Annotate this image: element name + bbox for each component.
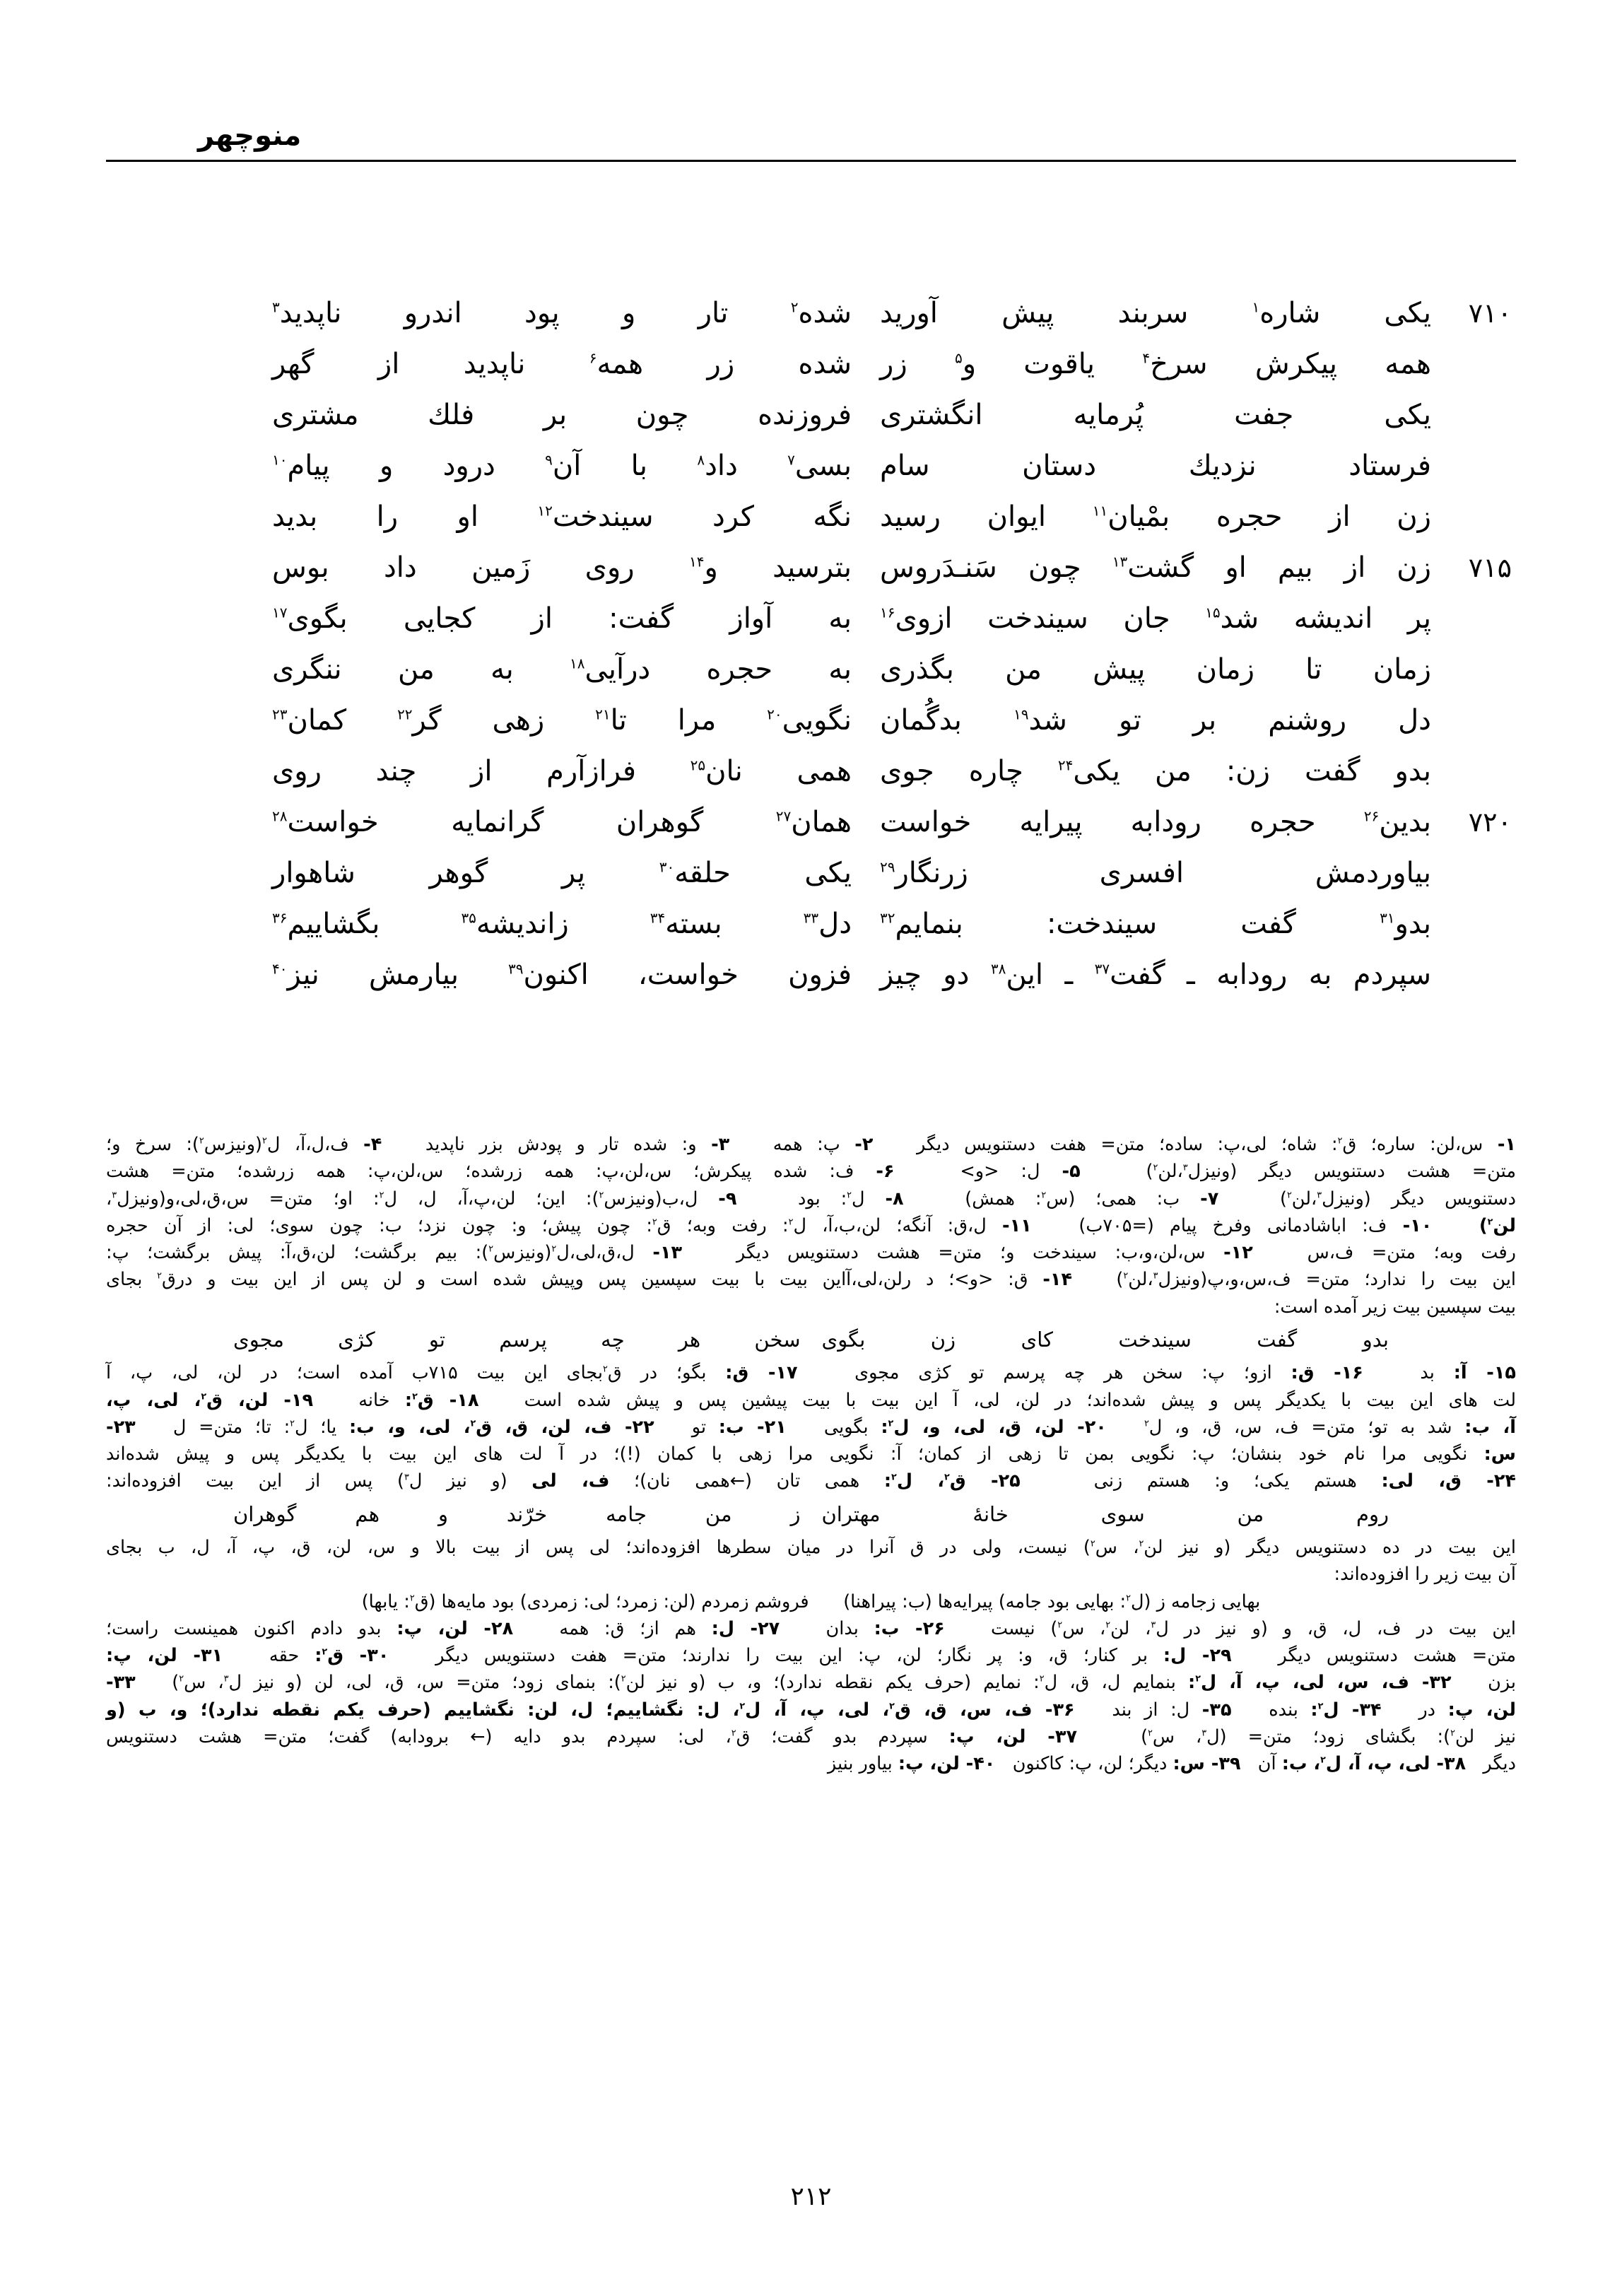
verse-line bbox=[106, 500, 1516, 551]
verse-line bbox=[106, 399, 1516, 450]
hemistich-first: دل روشنم بر تو شد$^{۱۹}$ بدگُمان bbox=[880, 704, 1431, 737]
verse-line bbox=[106, 551, 1516, 602]
inset-hemistich-first: روم من سوی خانهٔ مهتران bbox=[821, 1501, 1389, 1526]
apparatus-line: ۱۵- آ: بد ۱۶- ق: ازو؛ پ: سخن هر چه پرسم تو کژی مجوی ۱۷- ق: بگو؛ در ق$^۲$بجای این بیت ۷۱۵ب آمده است؛ در لن، لی، پ، آ bbox=[106, 1362, 1516, 1384]
hemistich-second: بترسید و$^{۱۴}$ روی زَمین داد بوس bbox=[272, 551, 852, 584]
inset-hemistich-first: بدو گفت سیندخت کای زن بگوی bbox=[821, 1327, 1389, 1352]
running-head-title: منوچهر bbox=[198, 119, 302, 152]
apparatus-line: نیز لن$^۲$): بگشای زود؛ متن= (ل$^۳$، س$^۲$) ۳۷- لن، پ: سپردم بدو گفت؛ ق$^۲$، لی: سپردم بدو دایه (← برودابه) گفت؛ متن= هشت دستنویس bbox=[106, 1726, 1517, 1747]
verse-line bbox=[106, 704, 1516, 755]
hemistich-second: یکی حلقه$^{۳۰}$ پر گوهر شاهوار bbox=[272, 857, 852, 889]
verse-line bbox=[106, 857, 1516, 908]
hemistich-first: بیاوردمش افسری زرنگار$^{۲۹}$ bbox=[880, 857, 1431, 889]
apparatus-line: این بیت در ف، ل، ق، و (و نیز در ل$^۳$، لن$^۲$، س$^۲$) نیست ۲۶- ب: بدان ۲۷- ل: هم از؛ ق: همه ۲۸- لن، پ: بدو دادم اکنون همینست راست؛ bbox=[106, 1617, 1516, 1639]
apparatus-line: متن= هشت دستنویس دیگر ۲۹- ل: بر کنار؛ ق، و: پر نگار؛ لن، پ: این بیت را ندارند؛ متن= هفت دستنویس دیگر ۳۰- ق$^۲$: حقه ۳۱- لن، پ: bbox=[106, 1645, 1517, 1666]
hemistich-second: نگویی$^{۲۰}$ مرا تا$^{۲۱}$ زهی گر$^{۲۲}$ کمان$^{۲۳}$ bbox=[272, 704, 852, 737]
verse-line bbox=[106, 908, 1516, 959]
hemistich-first: بدو گفت زن: من یکی$^{۲۴}$ چاره جوی bbox=[880, 755, 1431, 787]
hemistich-first: بدین$^{۲۶}$ حجره رودابه پیرایه خواست bbox=[880, 806, 1431, 838]
verse-line bbox=[106, 348, 1516, 399]
hemistich-first: یکی شاره$^۱$ سربند پیش آورید bbox=[880, 297, 1431, 329]
hemistich-second: همان$^{۲۷}$ گوهران گرانمایه خواست$^{۲۸}$ bbox=[272, 806, 852, 838]
verse-number: ۷۱۰ bbox=[1468, 298, 1512, 329]
apparatus-line: رفت وبه؛ متن= ف،س ۱۲- س،لن،و،ب: سیندخت و؛ متن= هشت دستنویس دیگر ۱۳- ل،ق،لی،ل$^۲$(ونیزس$^۲$): بیم برگشت؛ لن،ق،آ: پیش برگشت؛ پ: bbox=[106, 1242, 1516, 1263]
verse-line bbox=[106, 297, 1516, 348]
hemistich-second: فزون خواست، اکنون$^{۳۹}$ بیارمش نیز$^{۴۰}$ bbox=[272, 959, 852, 991]
verse-line bbox=[106, 806, 1516, 857]
hemistich-second: به حجره درآیی$^{۱۸}$ به من ننگری bbox=[272, 653, 852, 686]
hemistich-first: زن از حجره بمْیان$^{۱۱}$ ایوان رسید bbox=[880, 500, 1431, 533]
apparatus-line: متن= هشت دستنویس دیگر (ونیزل$^۳$،لن$^۲$) ۵- ل: <و> ۶- ف: شده پیکرش؛ س،لن،پ: همه زرشده؛ س،لن،پ: همه زرشده؛ متن= هشت bbox=[106, 1161, 1517, 1183]
apparatus-line: این بیت در ده دستنویس دیگر (و نیز لن$^۲$، س$^۲$) نیست، ولی در ق آنرا در میان سطرها افزوده‌اند؛ لی پس از بیت بالا و س، لن، ق، پ، آ، ل، ب بجای bbox=[106, 1537, 1516, 1558]
hemistich-first: بدو$^{۳۱}$ گفت سیندخت: بنمایم$^{۳۲}$ bbox=[880, 908, 1431, 940]
apparatus-gloss-line: بهایی زجامه ز (ل$^۲$: بهایی بود جامه) پیرایه‌ها (ب: پیراهنا) فروشم زمردم (لن: زمرد؛ لی: زمردی) بود مایه‌ها (ق$^۲$: یابها) bbox=[361, 1591, 1261, 1612]
apparatus-line: س: نگویی مرا نام خود بنشان؛ پ: نگویی بمن تا زهی از کمان؛ آ: نگویی مرا زهی با کمان (!)؛ در آ لت های این بیت با یکدیگر پس و پیش شده‌اند bbox=[106, 1443, 1516, 1465]
apparatus-line: ۱- س،لن: ساره؛ ق$^۲$: شاه؛ لی،پ: ساده؛ متن= هفت دستنویس دیگر ۲- پ: همه ۳- و: شده تار و پودش بزر ناپدید ۴- ف،ل،آ، ل$^۲$(ونیزس$^۲$): سرخ و؛ bbox=[106, 1134, 1516, 1155]
verse-line bbox=[106, 450, 1516, 500]
apparatus-inset-verse bbox=[106, 1499, 1516, 1530]
verse-number: ۷۱۵ bbox=[1468, 552, 1512, 583]
verse-line bbox=[106, 653, 1516, 704]
hemistich-second: نگه کرد سیندخت$^{۱۲}$ او را بدید bbox=[272, 500, 852, 533]
verse-line bbox=[106, 959, 1516, 1009]
running-head-rule bbox=[106, 160, 1516, 162]
hemistich-second: شده$^۲$ تار و پود اندرو ناپدید$^۳$ bbox=[272, 297, 852, 329]
verse-number: ۷۲۰ bbox=[1468, 807, 1512, 838]
apparatus-line: بزن ۳۲- ف، س، لی، پ، آ، ل$^۲$: بنمایم ل، ق، ل$^۲$: نمایم (حرف یکم نقطه ندارد)؛ و، ب (و نیز لن$^۲$): بنمای زود؛ متن= س، ق، لی، لن (و نیز ل$^۳$، س$^۲$) ۳۳- bbox=[106, 1672, 1516, 1694]
inset-hemistich-second: سخن هر چه پرسم تو کژی مجوی bbox=[233, 1327, 801, 1352]
apparatus-line: دستنویس دیگر (ونیزل$^۳$،لن$^۲$) ۷- ب: همی؛ (س$^۲$: همش) ۸- ل$^۲$: بود ۹- ل،ب(ونیزس$^۲$): این؛ لن،پ،آ، ل، ل$^۲$: او؛ متن= س،ق،لی،و(ونیزل$^۳$، bbox=[106, 1188, 1516, 1210]
hemistich-second: شده زر همه$^۶$ ناپدید از گهر bbox=[272, 348, 852, 380]
apparatus-inset-verse bbox=[106, 1325, 1516, 1356]
apparatus-line: بیت سپسین بیت زیر آمده است: bbox=[1274, 1296, 1516, 1318]
apparatus-line: دیگر ۳۸- لی، پ، آ، ل$^۲$، ب: آن ۳۹- س: دیگر؛ لن، پ: کاکنون ۴۰- لن، پ: بیاور بنیز bbox=[827, 1753, 1516, 1774]
hemistich-second: به آواز گفت: از کجایی بگوی$^{۱۷}$ bbox=[272, 602, 852, 635]
apparatus-line: آن بیت زیر را افزوده‌اند: bbox=[1334, 1564, 1516, 1586]
apparatus-line: لت های این بیت با یکدیگر پس و پیش شده‌اند؛ در لن، لی، آ این بیت با بیت پیشین پس و پیش شده است ۱۸- ق$^۲$: خانه ۱۹- لن، ق$^۲$، لی، پ، bbox=[106, 1389, 1516, 1411]
apparatus-line: لن$^۲$) ۱۰- ف: اباشادمانی وفرخ پیام (=۷۰۵ب) ۱۱- ل،ق: آنگه؛ لن،ب،آ، ل$^۲$: رفت وبه؛ ق$^۲$: چون پیش؛ و: چون نزد؛ ب: چون سوی؛ لی: از آن حجره bbox=[106, 1214, 1516, 1236]
hemistich-first: فرستاد نزدیك دستان سام bbox=[880, 450, 1431, 482]
apparatus-line: ۲۴- ق، لی: هستم یکی؛ و: هستم زنی ۲۵- ق$^۲$، ل$^۲$: همی تان (←همی نان)؛ ف، لی (و نیز ل$^۳$) پس از این بیت افزوده‌اند: bbox=[106, 1470, 1516, 1492]
verse-block bbox=[106, 297, 1516, 1009]
hemistich-second: فروزنده چون بر فلك مشتری bbox=[272, 399, 852, 431]
running-head bbox=[106, 120, 1516, 162]
verse-line bbox=[106, 755, 1516, 806]
apparatus-line: آ، ب: شد به تو؛ متن= ف، س، ق، و، ل$^۲$ ۲۰- لن، ق، لی، و، ل$^۲$: بگویی ۲۱- ب: تو ۲۲- ف، لن، ق، ق$^۲$، لی، و، ب: یا؛ ل$^۲$: تا؛ متن= ل ۲۳- bbox=[106, 1416, 1516, 1438]
apparatus-line: این بیت را ندارد؛ متن= ف،س،و،پ(ونیزل$^۳$،لن$^۲$) ۱۴- ق: <و>؛ د رلن،لی،آاین بیت با بیت سپسین پس وپیش شده است و لن پس از این بیت و درق$^۲$ بجای bbox=[106, 1269, 1516, 1291]
folio-page-number: ۲۱۲ bbox=[790, 2182, 832, 2211]
critical-apparatus bbox=[106, 1131, 1516, 1777]
hemistich-second: بسی$^۷$ داد$^۸$ با آن$^۹$ درود و پیام$^{۱۰}$ bbox=[272, 450, 852, 482]
hemistich-second: همی نان$^{۲۵}$ فرازآرم از چند روی bbox=[272, 755, 852, 787]
hemistich-first: پر اندیشه شد$^{۱۵}$ جان سیندخت ازوی$^{۱۶}$ bbox=[880, 602, 1431, 635]
apparatus-line: لن، پ: در ۳۴- ل$^۲$: بنده ۳۵- ل: از بند ۳۶- ف، س، ق، ق$^۲$، لی، پ، آ، ل$^۲$، ل: نگشاییم؛ ل، لن: نگشاییم (حرف یکم نقطه ندارد)؛ و، ب (و bbox=[106, 1699, 1517, 1721]
hemistich-first: یکی جفت پُرمایه انگشتری bbox=[880, 399, 1431, 431]
verse-line bbox=[106, 602, 1516, 653]
hemistich-second: دل$^{۳۳}$ بسته$^{۳۴}$ زاندیشه$^{۳۵}$ بگشاییم$^{۳۶}$ bbox=[272, 908, 852, 940]
hemistich-first: زن از بیم او گشت$^{۱۳}$ چون سَنـدَروس bbox=[880, 551, 1431, 584]
hemistich-first: سپردم به رودابه ـ گفت$^{۳۷}$ ـ این$^{۳۸}$ دو چیز bbox=[880, 959, 1431, 991]
hemistich-first: زمان تا زمان پیش من بگذری bbox=[880, 653, 1431, 686]
hemistich-first: همه پیکرش سرخ$^۴$ یاقوت و$^۵$ زر bbox=[880, 348, 1431, 380]
inset-hemistich-second: ز من جامه خرّند و هم گوهران bbox=[233, 1501, 801, 1526]
